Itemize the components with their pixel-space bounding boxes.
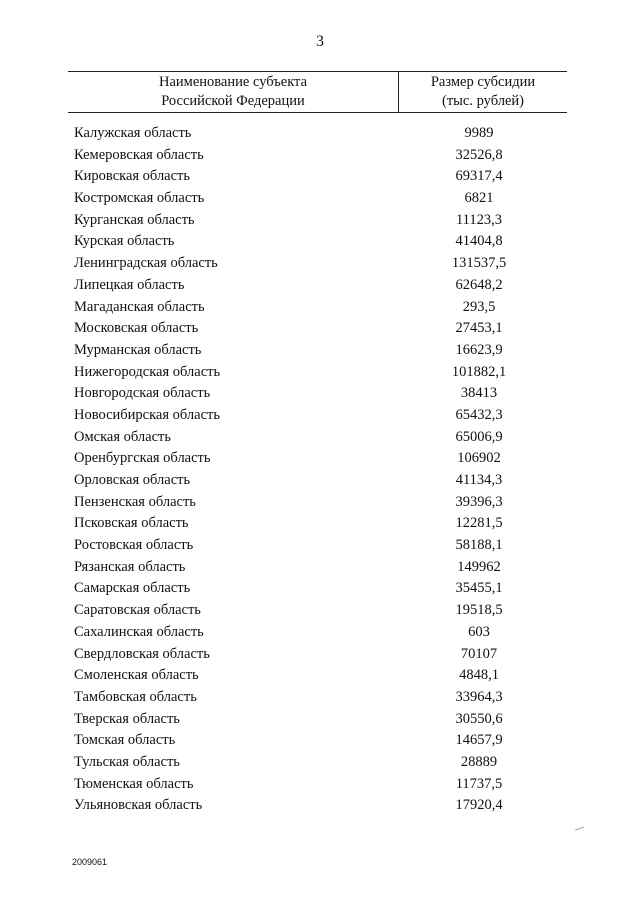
- table-row: [68, 795, 567, 817]
- table-row: [68, 405, 567, 427]
- region-name: Тверская область: [74, 710, 180, 727]
- region-name: Свердловская область: [74, 645, 210, 662]
- subsidy-amount: 149962: [457, 558, 501, 575]
- subsidy-amount: 65006,9: [455, 428, 503, 445]
- table-row: [68, 318, 567, 340]
- table-row: [68, 600, 567, 622]
- table-row: [68, 622, 567, 644]
- region-name: Липецкая область: [74, 276, 185, 293]
- header-subsidy-amount-line1: Размер субсидии: [430, 74, 536, 90]
- subsidy-amount: 28889: [460, 753, 498, 770]
- table-row: [68, 123, 567, 145]
- subsidy-amount: 69317,4: [455, 168, 503, 185]
- subsidy-amount: 19518,5: [455, 602, 503, 619]
- table-row: [68, 730, 567, 752]
- table-row: [68, 275, 567, 297]
- subsidy-amount: 106902: [457, 450, 501, 467]
- region-name: Курганская область: [74, 211, 195, 228]
- header-subsidy-amount: [399, 73, 567, 111]
- table-row: [68, 253, 567, 275]
- region-name: Кировская область: [74, 168, 191, 185]
- region-name: Московская область: [74, 320, 199, 337]
- header-region-name-line2: Российской Федерации: [161, 93, 305, 109]
- region-name: Ростовская область: [74, 537, 194, 554]
- subsidy-amount: 30550,6: [455, 710, 503, 727]
- table-row: [68, 145, 567, 167]
- page-number: 3: [316, 33, 324, 50]
- region-name: Мурманская область: [74, 341, 202, 358]
- table-row: [68, 535, 567, 557]
- table-row: [68, 448, 567, 470]
- table-header: [68, 71, 567, 113]
- table-row: [68, 687, 567, 709]
- table-row: [68, 362, 567, 384]
- subsidy-amount: 38413: [460, 385, 498, 402]
- subsidy-amount: 39396,3: [455, 493, 503, 510]
- table-row: [68, 231, 567, 253]
- region-name: Нижегородская область: [74, 363, 221, 380]
- subsidy-amount: 11737,5: [455, 775, 503, 792]
- region-name: Курская область: [74, 233, 175, 250]
- subsidy-amount: 27453,1: [455, 320, 503, 337]
- table-row: [68, 492, 567, 514]
- subsidy-amount: 6821: [464, 190, 494, 207]
- subsidy-amount: 101882,1: [451, 363, 507, 380]
- subsidy-amount: 33964,3: [455, 688, 503, 705]
- table-row: [68, 513, 567, 535]
- region-name: Самарская область: [74, 580, 191, 597]
- region-name: Псковская область: [74, 515, 189, 532]
- subsidy-amount: 14657,9: [455, 732, 503, 749]
- region-name: Ленинградская область: [74, 255, 218, 272]
- table-row: [68, 166, 567, 188]
- subsidy-amount: 35455,1: [455, 580, 503, 597]
- subsidy-amount: 70107: [460, 645, 498, 662]
- region-name: Омская область: [74, 428, 171, 445]
- table-row: [68, 557, 567, 579]
- scan-mark: [575, 826, 584, 830]
- region-name: Томская область: [74, 732, 176, 749]
- region-name: Новгородская область: [74, 385, 211, 402]
- table-row: [68, 578, 567, 600]
- subsidy-amount: 58188,1: [455, 537, 503, 554]
- table-row: [68, 665, 567, 687]
- document-code: 2009061: [72, 857, 108, 867]
- subsidy-amount: 4848,1: [459, 667, 499, 684]
- table-row: [68, 383, 567, 405]
- subsidy-amount: 41134,3: [455, 472, 503, 488]
- region-name: Магаданская область: [74, 298, 205, 315]
- subsidy-amount: 41404,8: [455, 233, 503, 250]
- region-name: Кемеровская область: [74, 146, 204, 163]
- region-name: Смоленская область: [74, 667, 199, 684]
- table-row: [68, 427, 567, 449]
- subsidy-amount: 62648,2: [455, 276, 503, 293]
- subsidy-amount: 11123,3: [455, 211, 503, 228]
- subsidy-amount: 12281,5: [455, 515, 503, 532]
- subsidy-amount: 9989: [464, 125, 494, 141]
- subsidy-amount: 131537,5: [451, 255, 507, 272]
- region-name: Костромская область: [74, 190, 205, 207]
- region-name: Калужская область: [74, 125, 192, 141]
- header-region-name-line1: Наименование субъекта: [158, 74, 308, 90]
- subsidy-table: [68, 71, 567, 814]
- region-name: Пензенская область: [74, 493, 196, 510]
- table-row: [68, 297, 567, 319]
- region-name: Рязанская область: [74, 558, 186, 575]
- table-row: [68, 709, 567, 731]
- table-row: [68, 752, 567, 774]
- region-name: Тамбовская область: [74, 688, 197, 705]
- subsidy-amount: 293,5: [462, 298, 496, 315]
- subsidy-amount: 17920,4: [455, 797, 503, 814]
- table-row: [68, 188, 567, 210]
- region-name: Саратовская область: [74, 602, 201, 619]
- region-name: Оренбургская область: [74, 450, 211, 467]
- table-body: [68, 123, 567, 817]
- table-row: [68, 470, 567, 492]
- table-row: [68, 340, 567, 362]
- region-name: Тюменская область: [74, 775, 194, 792]
- subsidy-amount: 32526,8: [455, 146, 503, 163]
- subsidy-amount: 65432,3: [455, 406, 503, 423]
- table-row: [68, 644, 567, 666]
- region-name: Ульяновская область: [74, 797, 203, 814]
- region-name: Новосибирская область: [74, 406, 220, 423]
- region-name: Орловская область: [74, 472, 191, 488]
- table-row: [68, 774, 567, 796]
- subsidy-amount: 603: [468, 623, 490, 640]
- table-row: [68, 210, 567, 232]
- header-region-name: [68, 73, 398, 111]
- subsidy-amount: 16623,9: [455, 341, 503, 358]
- region-name: Тульская область: [74, 753, 180, 770]
- header-subsidy-amount-line2: (тыс. рублей): [442, 93, 524, 109]
- region-name: Сахалинская область: [74, 623, 204, 640]
